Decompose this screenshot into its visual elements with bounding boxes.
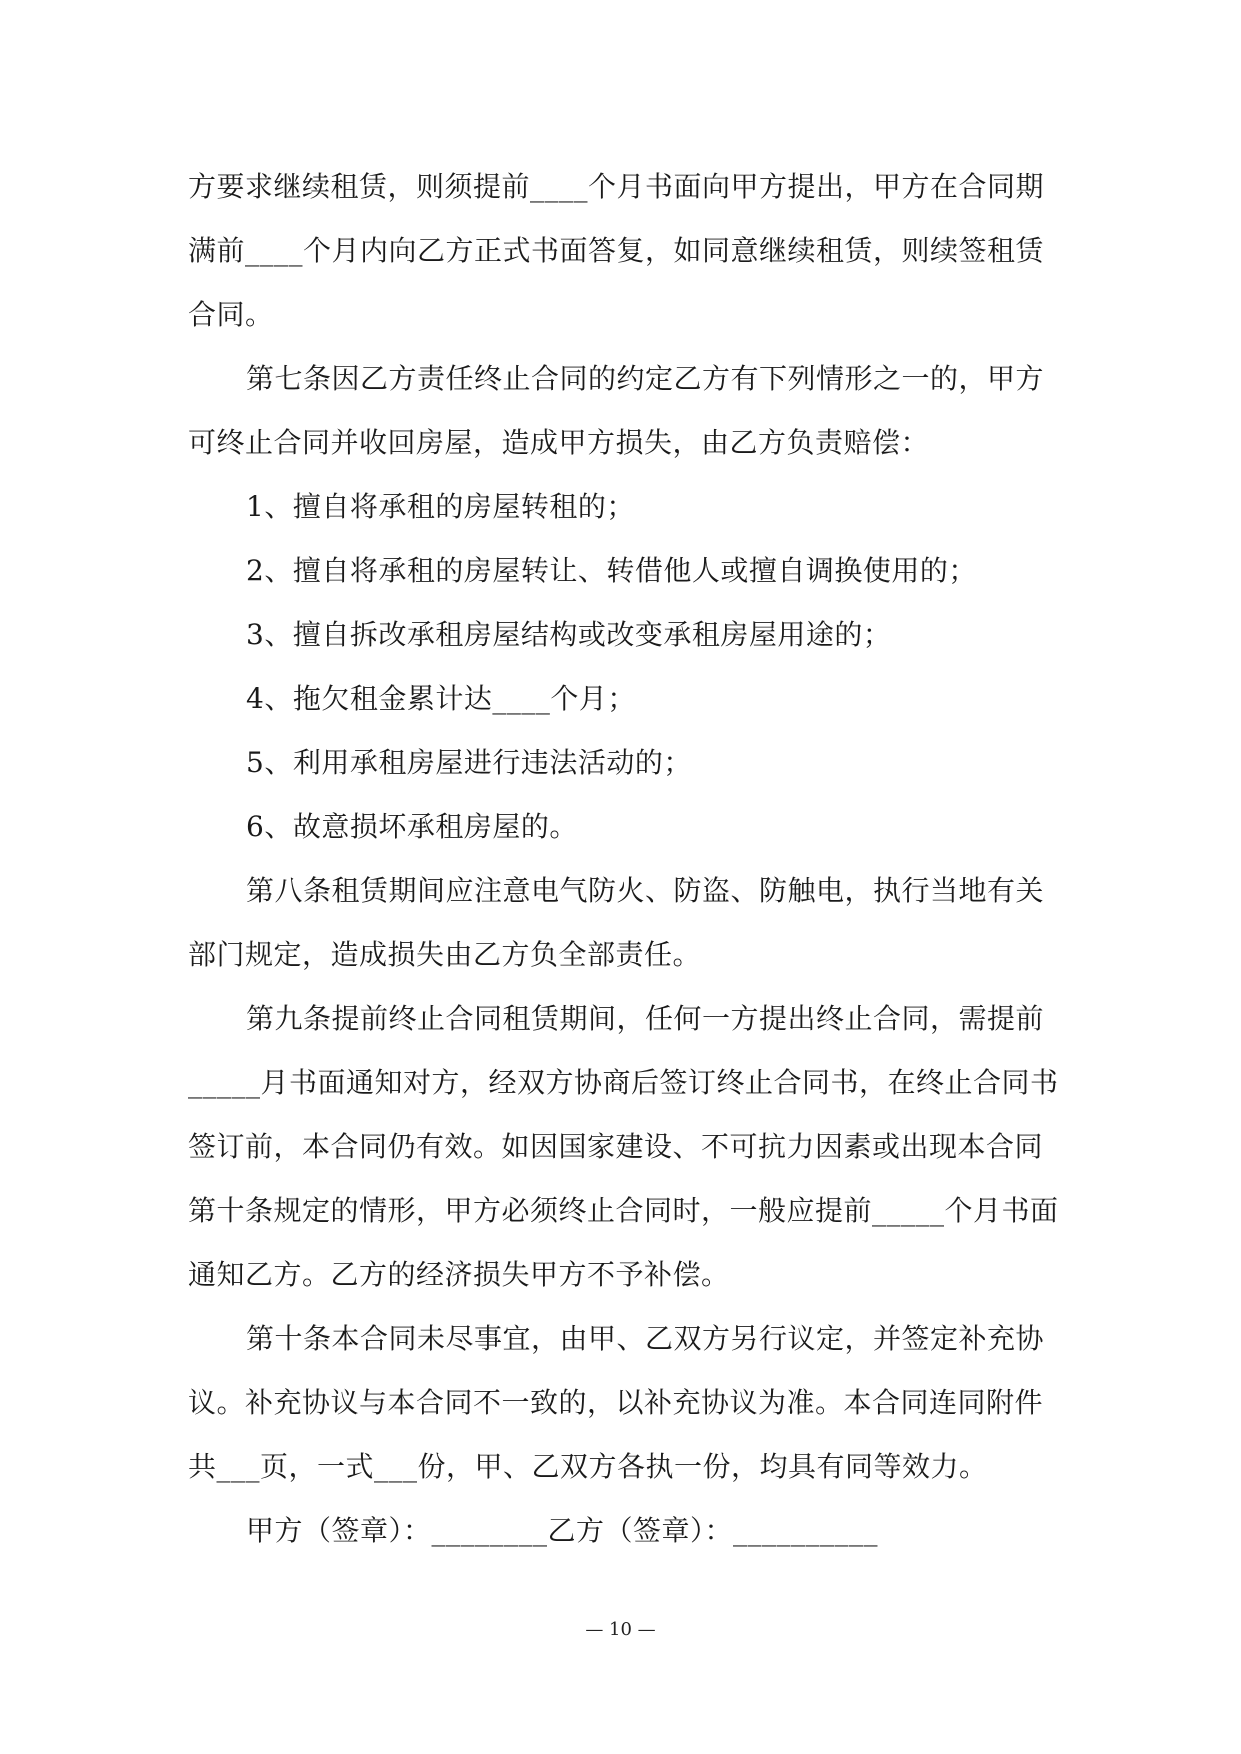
list-item-6: 6、故意损坏承租房屋的。 xyxy=(246,810,578,843)
paragraph-article-8: 第八条租赁期间应注意电气防火、防盗、防触电，执行当地有关部门规定，造成损失由乙方负全部责任。 xyxy=(188,874,1045,971)
list-item-2: 2、擅自将承租的房屋转让、转借他人或擅自调换使用的； xyxy=(246,554,977,587)
paragraph-article-7: 第七条因乙方责任终止合同的约定乙方有下列情形之一的，甲方可终止合同并收回房屋，造成甲方损失，由乙方负责赔偿： xyxy=(188,362,1045,459)
document-body xyxy=(188,155,1060,1563)
paragraph-renewal-terms: 方要求继续租赁，则须提前____个月书面向甲方提出，甲方在合同期满前____个月内向乙方正式书面答复，如同意继续租赁，则续签租赁合同。 xyxy=(188,170,1045,331)
page-number: — 10 — xyxy=(585,1619,656,1640)
paragraph-article-10: 第十条本合同未尽事宜，由甲、乙双方另行议定，并签定补充协议。补充协议与本合同不一致的，以补充协议为准。本合同连同附件共___页，一式___份，甲、乙双方各执一份，均具有同等效力。 xyxy=(188,1322,1045,1483)
list-item-4: 4、拖欠租金累计达____个月； xyxy=(246,682,636,715)
signature-line: 甲方（签章）：________乙方（签章）：__________ xyxy=(246,1514,879,1547)
list-item-3: 3、擅自拆改承租房屋结构或改变承租房屋用途的； xyxy=(246,618,892,651)
list-item-1: 1、擅自将承租的房屋转租的； xyxy=(246,490,635,523)
paragraph-article-9: 第九条提前终止合同租赁期间，任何一方提出终止合同，需提前_____月书面通知对方，经双方协商后签订终止合同书，在终止合同书签订前，本合同仍有效。如因国家建设、不可抗力因素或出现本合同第十条规定的情形，甲方必须终止合同时，一般应提前_____个月书面通知乙方。乙方的经济损失甲方不予补偿。 xyxy=(188,1002,1059,1291)
list-item-5: 5、利用承租房屋进行违法活动的； xyxy=(246,746,692,779)
